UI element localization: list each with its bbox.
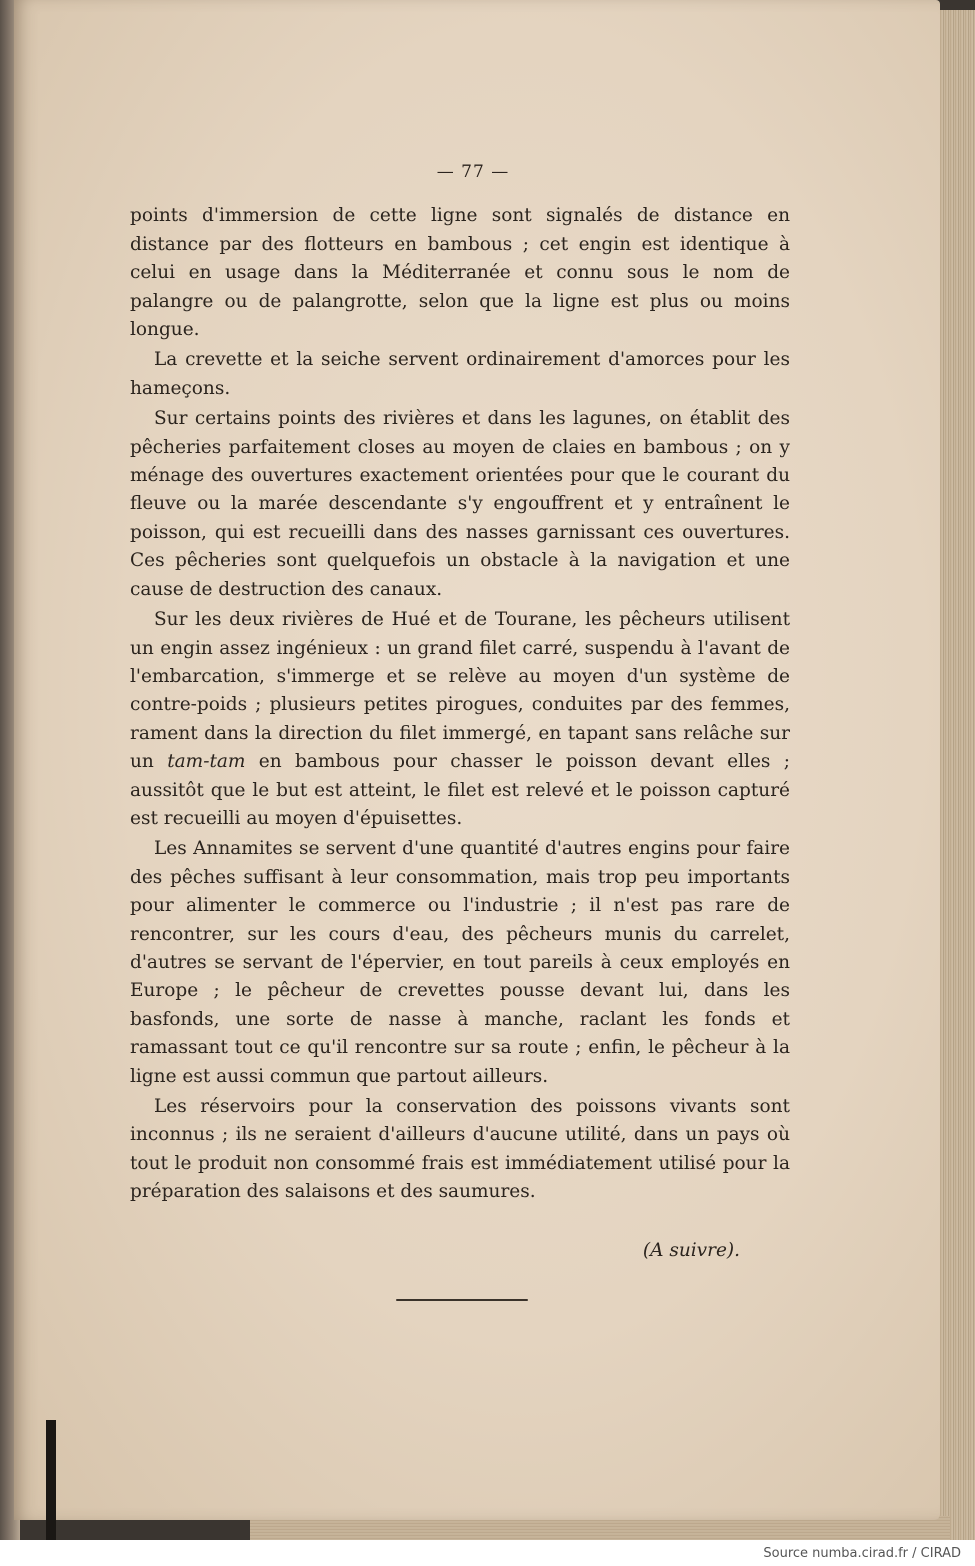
spine-shadow-bar <box>46 1420 56 1540</box>
tam-tam-italic: tam-tam <box>167 751 246 773</box>
to-be-continued: (A suivre). <box>642 1239 740 1261</box>
paragraph-5: Les Annamites se servent d'une quantité d'autres engins pour faire des pêches suffisant à leur consommation, mais trop peu importants pour alimenter le commerce ou l'industrie ; il n'est pas rare de rencontrer, sur les cours d'eau, des pêcheurs munis du carrelet, d'autres se servant de l'épervier, en tout pareils à ceux employés en Europe ; le pêcheur de crevettes pousse devant lui, dans les basfonds, une sorte de nasse à manche, raclant les fonds et ramassant tout ce qu'il rencontre sur sa route ; enfin, le pêcheur à la ligne est aussi commun que partout ailleurs. <box>130 838 790 1087</box>
page-text-block <box>130 158 790 1301</box>
paragraph-3: Sur certains points des rivières et dans les lagunes, on établit des pêcheries parfaitement closes au moyen de claies en bambous ; on y ménage des ouvertures exactement orientées pour que le courant du fleuve ou la marée descendante s'y engouffrent et y entraînent le poisson, qui est recueilli dans des nasses garnissant ces ouvertures. Ces pêcheries sont quelquefois un obstacle à la navigation et une cause de destruction des canaux. <box>130 408 790 600</box>
source-credit: Source numba.cirad.fr / CIRAD <box>763 1546 961 1561</box>
paragraph-4-text-a: Sur les deux rivières de Hué et de Tourane, les pêcheurs utilisent un engin assez ingénieux : un grand filet carré, suspendu à l'avant de l'embarcation, s'immerge et se relève au moyen d'un système de contre-poids ; plusieurs petites pirogues, conduites par des femmes, rament dans la direction du filet immergé, en tapant sans relâche sur un <box>130 609 790 773</box>
paragraph-4 <box>130 606 790 833</box>
paragraph-2: La crevette et la seiche servent ordinairement d'amorces pour les hameçons. <box>130 349 790 399</box>
paragraph-4-text-b: en bambous pour chasser le poisson devant elles ; aussitôt que le but est atteint, le filet est relevé et le poisson capturé est recueilli au moyen d'épuisettes. <box>130 751 790 829</box>
paragraph-6: Les réservoirs pour la conservation des poissons vivants sont inconnus ; ils ne seraient d'ailleurs d'aucune utilité, dans un pays où tout le produit non consommé frais est immédiatement utilisé pour la préparation des salaisons et des saumures. <box>130 1096 790 1203</box>
paragraph-1: points d'immersion de cette ligne sont signalés de distance en distance par des flotteurs en bambous ; cet engin est identique à celui en usage dans la Méditerranée et connu sous le nom de palangre ou de palangrotte, selon que la ligne est plus ou moins longue. <box>130 205 790 341</box>
page-stack-edge <box>938 10 975 1540</box>
page-number: — 77 — <box>436 162 510 182</box>
closing-rule <box>396 1299 528 1301</box>
